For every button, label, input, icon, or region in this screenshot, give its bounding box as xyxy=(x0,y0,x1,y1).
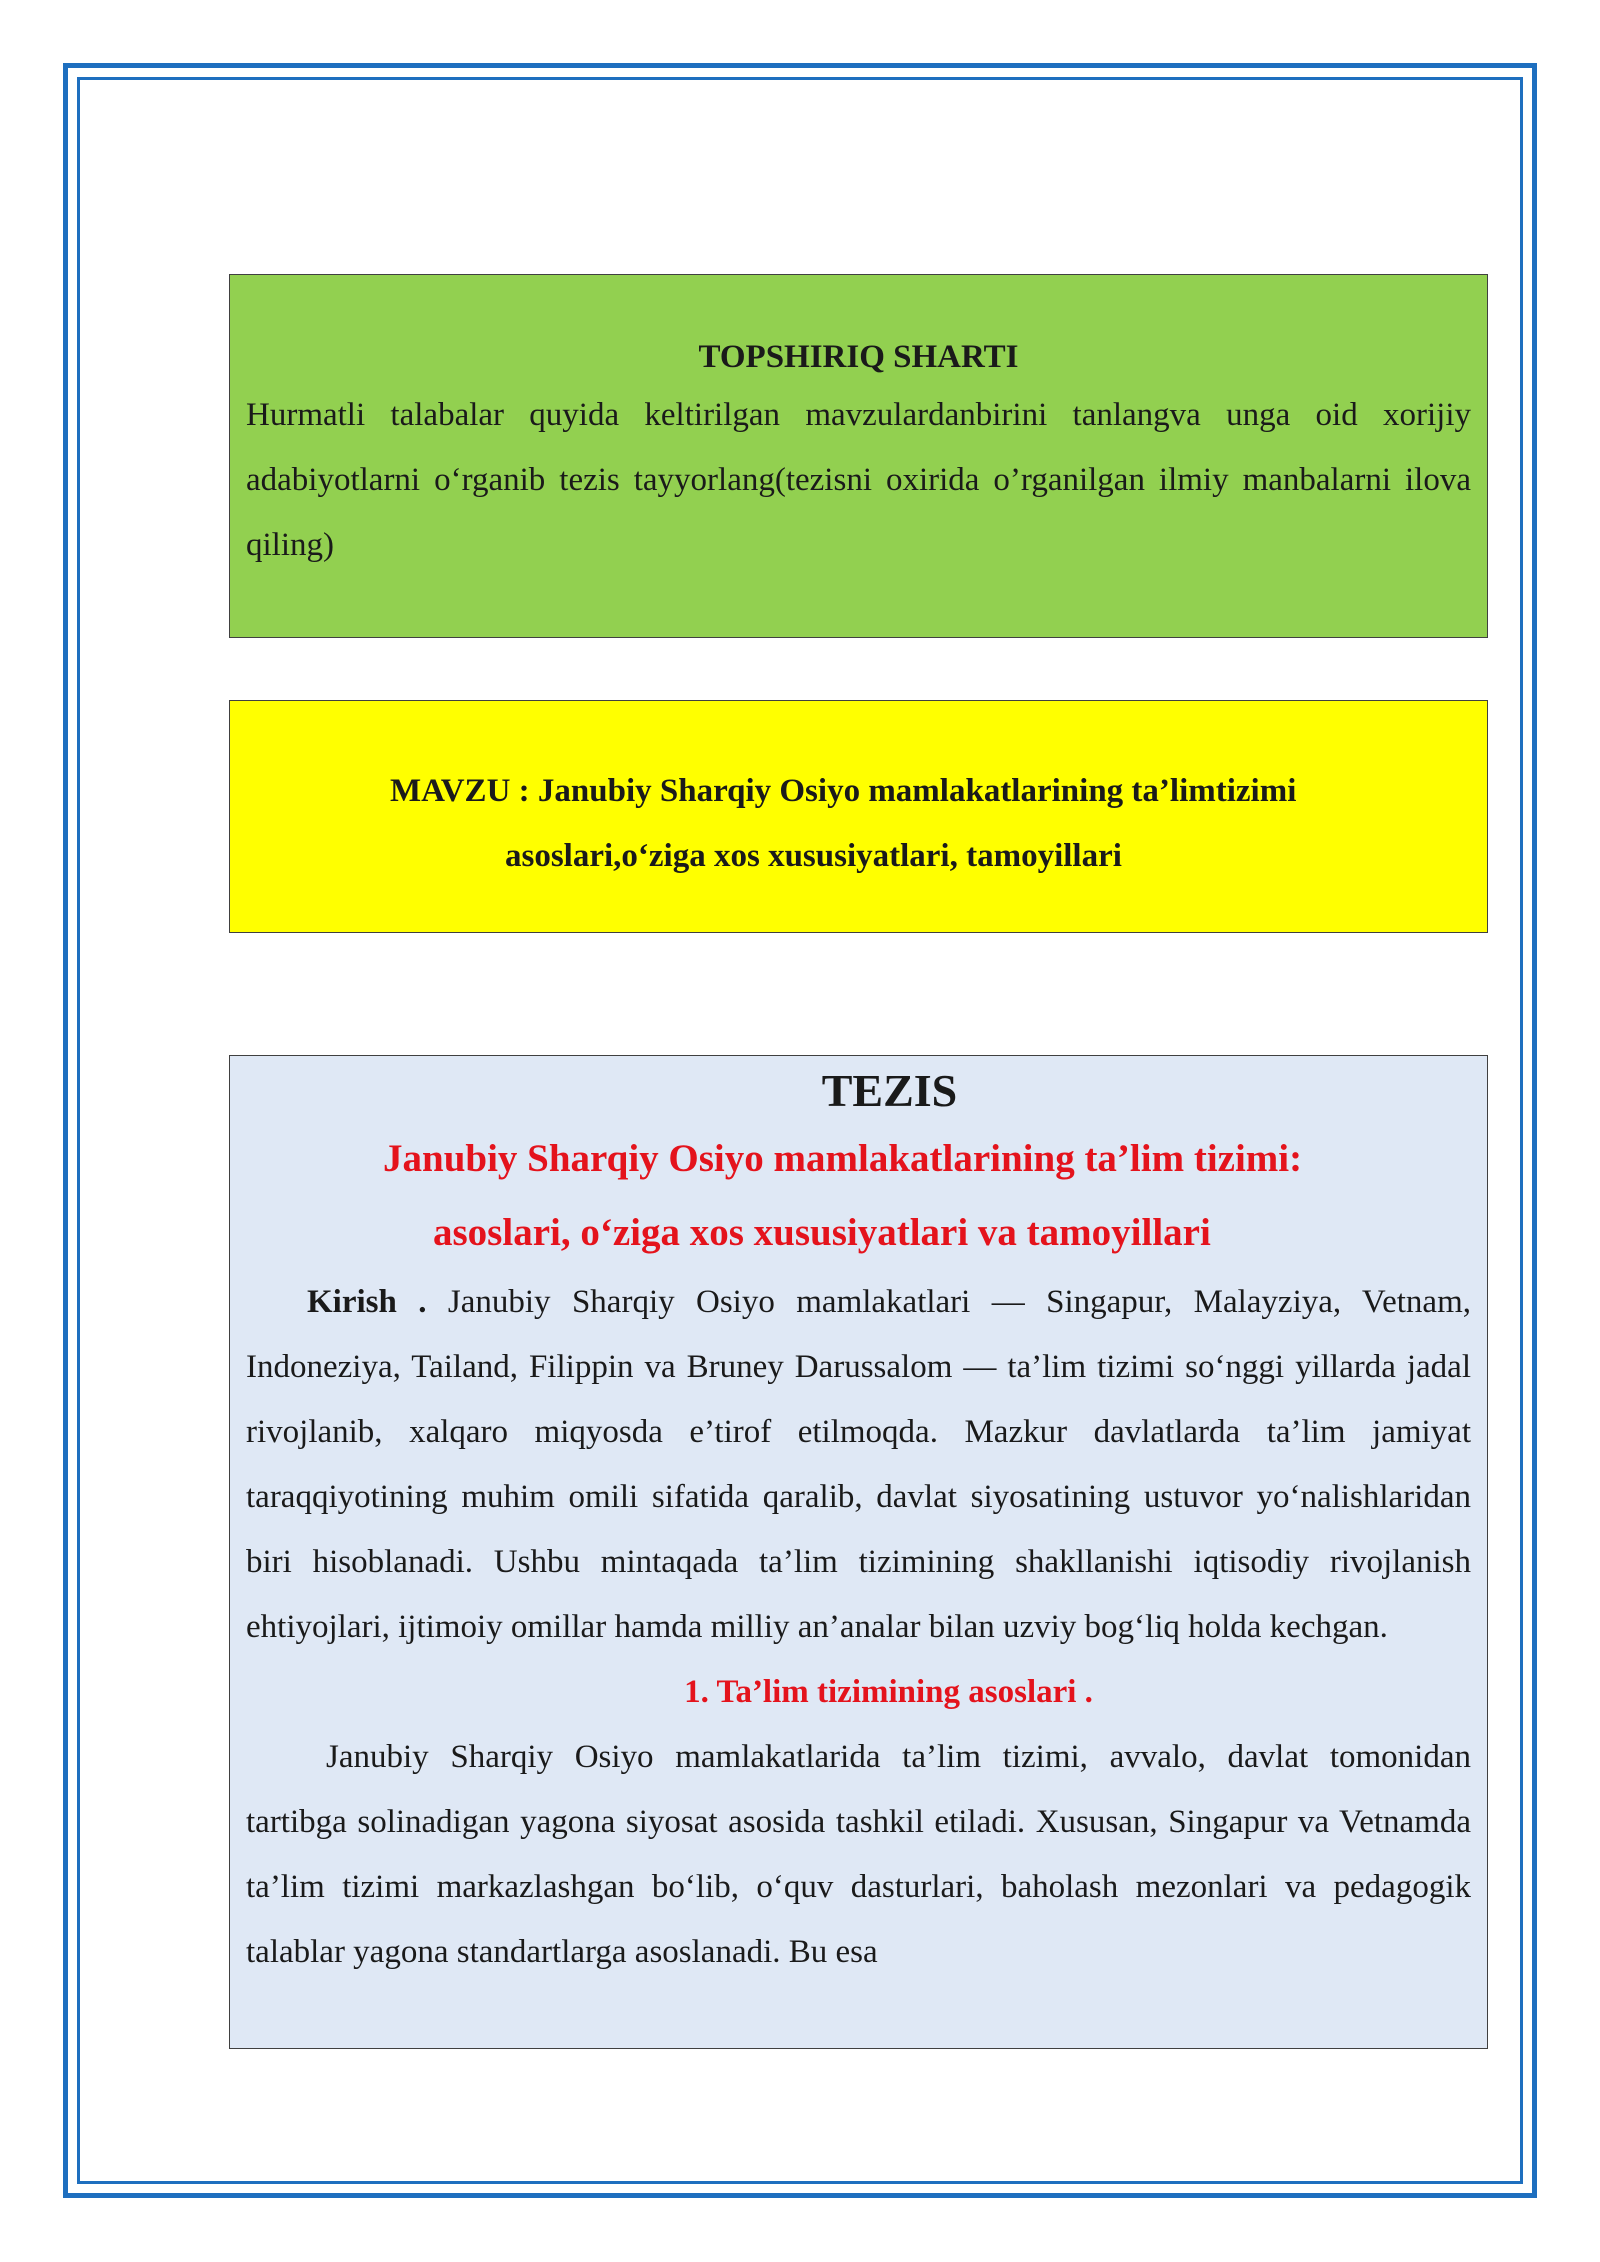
task-title: TOPSHIRIQ SHARTI xyxy=(698,339,1019,375)
tezis-box xyxy=(229,1055,1488,2049)
topic-line-2: asoslari,o‘ziga xos xususiyatlari, tamoyillari xyxy=(505,838,1122,874)
intro-text: Janubiy Sharqiy Osiyo mamlakatlari — Singapur, Malayziya, Vetnam, Indoneziya, Tailand, Filippin va Bruney Darussalom — ta’lim tizimi so‘nggi yillarda jadal rivojlanib, xalqaro miqyosda e’tirof etilmoqda. Mazkur davlatlarda ta’lim jamiyat taraqqiyotining muhim omili sifatida qaralib, davlat siyosatining ustuvor yo‘nalishlaridan biri hisoblanadi. Ushbu mintaqada ta’lim tizimining shakllanishi iqtisodiy rivojlanish ehtiyojlari, ijtimoiy omillar hamda milliy an’analar bilan uzviy bog‘liq holda kechgan. xyxy=(246,1284,1471,1645)
intro-lead: Kirish . xyxy=(307,1284,427,1320)
topic-box xyxy=(229,700,1488,933)
task-text: Hurmatli talabalar quyida keltirilgan mavzulardanbirini tanlangva unga oid xorijiy adabiyotlarni o‘rganib tezis tayyorlang(tezisni oxirida o’rganilgan ilmiy manbalarni ilova qiling) xyxy=(246,397,1471,563)
section-1-heading: 1. Ta’lim tizimining asoslari . xyxy=(684,1674,1093,1710)
tezis-title-line-1: Janubiy Sharqiy Osiyo mamlakatlarining ta’lim tizimi: xyxy=(383,1137,1303,1180)
tezis-heading: TEZIS xyxy=(821,1065,958,1116)
topic-line-1: MAVZU : Janubiy Sharqiy Osiyo mamlakatlarining ta’limtizimi xyxy=(390,773,1297,809)
section-1-paragraph: Janubiy Sharqiy Osiyo mamlakatlarida ta’lim tizimi, avvalo, davlat tomonidan tartibga solinadigan yagona siyosat asosida tashkil etiladi. Xususan, Singapur va Vetnamda ta’lim tizimi markazlashgan bo‘lib, o‘quv dasturlari, baholash mezonlari va pedagogik talablar yagona standartlarga asoslanadi. Bu esa xyxy=(246,1739,1471,1970)
tezis-title-line-2: asoslari, o‘ziga xos xususiyatlari va tamoyillari xyxy=(433,1211,1211,1254)
intro-paragraph xyxy=(246,1270,1471,1660)
task-box xyxy=(229,274,1488,638)
